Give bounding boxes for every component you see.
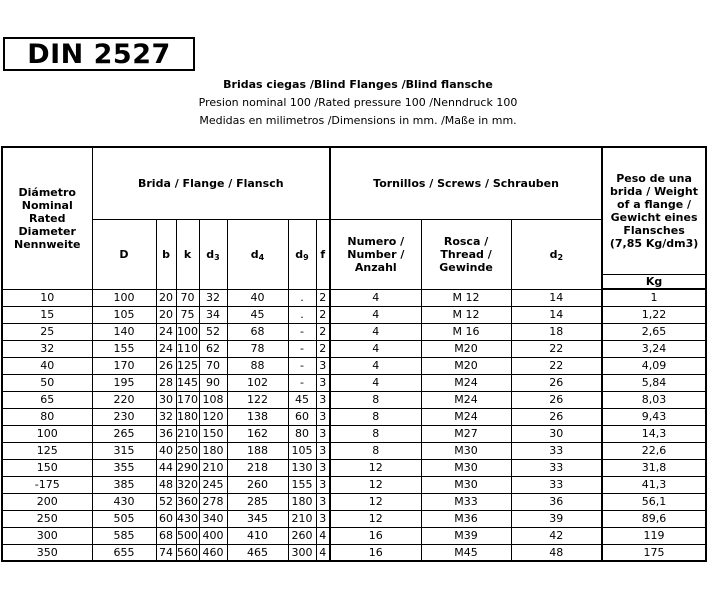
header-d2: $d_2$ (511, 219, 602, 289)
cell-nominal-diameter: 10 (2, 289, 92, 306)
cell-f: 3 (316, 357, 330, 374)
header-diameter: Diámetro Nominal Rated Diameter Nennweite (2, 147, 92, 289)
cell-bolt-number: 4 (330, 340, 421, 357)
table-row (2, 374, 706, 391)
cell-b: 26 (156, 357, 176, 374)
table-row (2, 510, 706, 527)
cell-d4: 285 (227, 493, 288, 510)
header-d3: $d_3$ (199, 219, 227, 289)
cell-k: 75 (176, 306, 199, 323)
cell-k: 290 (177, 461, 198, 474)
cell-d2: 26 (511, 374, 602, 391)
cell-k: 500 (177, 529, 198, 542)
cell-d9: 180 (288, 493, 316, 510)
header-flange: Brida / Flange / Flansch (92, 147, 330, 219)
cell-nominal-diameter: 80 (2, 408, 92, 425)
table-row (2, 544, 706, 561)
cell-d4: 465 (227, 544, 288, 561)
cell-f: 3 (316, 459, 330, 476)
cell-k: 145 (177, 376, 198, 389)
cell-bolt-number: 4 (330, 357, 421, 374)
cell-d9: . (288, 306, 316, 323)
cell-f: 3 (316, 493, 330, 510)
cell-D: 195 (92, 374, 156, 391)
cell-nominal-diameter: 40 (2, 357, 92, 374)
cell-d3: 278 (199, 493, 227, 510)
cell-nominal-diameter: 65 (2, 391, 92, 408)
cell-D: 315 (92, 442, 156, 459)
cell-thread: M30 (421, 442, 511, 459)
cell-d4: 345 (227, 510, 288, 527)
cell-thread: M20 (421, 340, 511, 357)
cell-d2: 33 (511, 476, 602, 493)
cell-nominal-diameter: 25 (2, 323, 92, 340)
cell-weight: 2,65 (602, 323, 706, 340)
cell-k: 180 (177, 410, 198, 423)
cell-f: 2 (316, 323, 330, 340)
table-row (2, 527, 706, 544)
cell-d2: 33 (511, 459, 602, 476)
table-row (2, 493, 706, 510)
cell-nominal-diameter: 300 (2, 527, 92, 544)
cell-k: 170 (177, 393, 198, 406)
cell-d3: 120 (199, 408, 227, 425)
cell-d4: 102 (227, 374, 288, 391)
cell-b: 20 (156, 306, 176, 323)
cell-nominal-diameter: 100 (2, 425, 92, 442)
cell-d4: 45 (227, 306, 288, 323)
cell-f: 2 (316, 306, 330, 323)
cell-bolt-number: 4 (330, 374, 421, 391)
table-row (2, 391, 706, 408)
cell-d3: 180 (199, 442, 227, 459)
table-row (2, 425, 706, 442)
cell-b: 24 (156, 340, 176, 357)
header-d9: $d_9$ (288, 219, 316, 289)
cell-thread: M39 (421, 527, 511, 544)
cell-b: 48 (156, 476, 176, 493)
cell-d3: 210 (199, 459, 227, 476)
cell-k: 250 (177, 444, 198, 457)
cell-d4: 40 (227, 289, 288, 306)
cell-d3: 34 (199, 306, 227, 323)
cell-D: 105 (92, 306, 156, 323)
cell-b: 68 (156, 527, 176, 544)
cell-nominal-diameter: 250 (2, 510, 92, 527)
cell-thread: M30 (421, 459, 511, 476)
cell-d4: 122 (227, 391, 288, 408)
cell-f: 3 (316, 442, 330, 459)
cell-thread: M 12 (421, 289, 511, 306)
cell-weight: 5,84 (602, 374, 706, 391)
header-d4: $d_4$ (227, 219, 288, 289)
cell-k: 125 (177, 359, 198, 372)
cell-thread: M 12 (421, 306, 511, 323)
cell-k: 210 (177, 427, 198, 440)
header-weight: Peso de una brida / Weight of a flange / Gewicht eines Flansches (7,85 Kg/dm3) (602, 147, 706, 274)
cell-weight: 119 (602, 527, 706, 544)
cell-weight: 22,6 (602, 442, 706, 459)
cell-d2: 22 (511, 340, 602, 357)
cell-weight: 89,6 (602, 510, 706, 527)
cell-f: 2 (316, 289, 330, 306)
cell-bolt-number: 16 (330, 544, 421, 561)
cell-d3: 340 (199, 510, 227, 527)
header-screws: Tornillos / Screws / Schrauben (330, 147, 602, 219)
cell-d4: 218 (227, 459, 288, 476)
page-title: DIN 2527 (3, 37, 195, 71)
cell-weight: 41,3 (602, 476, 706, 493)
table-row (2, 476, 706, 493)
cell-d9: 260 (288, 527, 316, 544)
cell-f: 3 (316, 374, 330, 391)
cell-bolt-number: 12 (330, 459, 421, 476)
subtitle-product: Bridas ciegas /Blind Flanges /Blind flansche (223, 78, 493, 91)
cell-D: 230 (92, 408, 156, 425)
cell-f: 3 (316, 408, 330, 425)
cell-thread: M30 (421, 476, 511, 493)
cell-d9: 300 (288, 544, 316, 561)
cell-D: 155 (92, 340, 156, 357)
cell-f: 3 (316, 391, 330, 408)
cell-d2: 39 (511, 510, 602, 527)
header-f: f (316, 219, 330, 289)
cell-d2: 30 (511, 425, 602, 442)
cell-thread: M36 (421, 510, 511, 527)
cell-D: 170 (92, 357, 156, 374)
cell-D: 265 (92, 425, 156, 442)
cell-D: 585 (92, 527, 156, 544)
cell-b: 36 (156, 425, 176, 442)
cell-d9: 130 (288, 459, 316, 476)
cell-nominal-diameter: 200 (2, 493, 92, 510)
table-row (2, 323, 706, 340)
cell-f: 4 (316, 527, 330, 544)
cell-f: 3 (316, 476, 330, 493)
cell-d3: 400 (199, 527, 227, 544)
cell-d9: - (288, 340, 316, 357)
cell-d3: 32 (199, 289, 227, 306)
table-row (2, 357, 706, 374)
cell-b: 40 (156, 442, 176, 459)
cell-weight: 9,43 (602, 408, 706, 425)
table-row (2, 340, 706, 357)
cell-d2: 36 (511, 493, 602, 510)
cell-nominal-diameter: 15 (2, 306, 92, 323)
cell-D: 430 (92, 493, 156, 510)
cell-thread: M45 (421, 544, 511, 561)
cell-d9: 105 (288, 442, 316, 459)
cell-nominal-diameter: -175 (2, 476, 92, 493)
cell-d3: 62 (199, 340, 227, 357)
subtitle-pressure: Presion nominal 100 /Rated pressure 100 /Nenndruck 100 (198, 96, 518, 109)
cell-weight: 175 (602, 544, 706, 561)
cell-d3: 70 (199, 357, 227, 374)
cell-k: 100 (177, 325, 198, 338)
cell-bolt-number: 4 (330, 306, 421, 323)
cell-weight: 56,1 (602, 493, 706, 510)
cell-f: 3 (316, 510, 330, 527)
table-row (2, 442, 706, 459)
cell-d4: 78 (227, 340, 288, 357)
cell-nominal-diameter: 350 (2, 544, 92, 561)
cell-D: 140 (92, 323, 156, 340)
cell-d4: 162 (227, 425, 288, 442)
cell-d9: . (288, 289, 316, 306)
cell-b: 30 (156, 391, 176, 408)
flange-dimensions-table (1, 146, 707, 562)
cell-weight: 14,3 (602, 425, 706, 442)
cell-f: 3 (316, 425, 330, 442)
cell-d4: 88 (227, 357, 288, 374)
cell-d2: 42 (511, 527, 602, 544)
cell-weight: 3,24 (602, 340, 706, 357)
cell-bolt-number: 16 (330, 527, 421, 544)
cell-nominal-diameter: 32 (2, 340, 92, 357)
cell-d4: 410 (227, 527, 288, 544)
cell-thread: M27 (421, 425, 511, 442)
cell-k: 560 (176, 544, 199, 561)
cell-bolt-number: 4 (330, 289, 421, 306)
cell-d3: 245 (199, 476, 227, 493)
cell-d2: 14 (511, 289, 602, 306)
cell-b: 52 (156, 493, 176, 510)
header-D: D (92, 219, 156, 289)
cell-k: 320 (177, 478, 198, 491)
cell-nominal-diameter: 50 (2, 374, 92, 391)
cell-weight: 31,8 (602, 459, 706, 476)
cell-k: 110 (177, 342, 198, 355)
cell-d4: 138 (227, 408, 288, 425)
cell-d9: - (288, 374, 316, 391)
cell-d2: 33 (511, 442, 602, 459)
cell-k: 360 (177, 495, 198, 508)
cell-thread: M20 (421, 357, 511, 374)
cell-D: 100 (92, 289, 156, 306)
table-row (2, 408, 706, 425)
header-weight-unit: Kg (602, 274, 706, 289)
cell-d9: 80 (288, 425, 316, 442)
header-number: Numero / Number / Anzahl (330, 219, 421, 289)
header-b: b (156, 219, 176, 289)
cell-d2: 22 (511, 357, 602, 374)
cell-thread: M24 (421, 391, 511, 408)
cell-d9: - (288, 357, 316, 374)
cell-b: 28 (156, 374, 176, 391)
cell-thread: M24 (421, 408, 511, 425)
cell-b: 44 (156, 459, 176, 476)
header-thread: Rosca / Thread / Gewinde (421, 219, 511, 289)
cell-d9: 155 (288, 476, 316, 493)
cell-b: 74 (156, 544, 176, 561)
cell-d9: 45 (288, 391, 316, 408)
table-row (2, 306, 706, 323)
cell-bolt-number: 8 (330, 442, 421, 459)
cell-b: 60 (156, 510, 176, 527)
table-row (2, 289, 706, 306)
cell-d9: - (288, 323, 316, 340)
cell-D: 655 (92, 544, 156, 561)
cell-bolt-number: 8 (330, 391, 421, 408)
cell-bolt-number: 8 (330, 408, 421, 425)
cell-D: 505 (92, 510, 156, 527)
cell-d4: 68 (227, 323, 288, 340)
cell-f: 2 (316, 340, 330, 357)
cell-b: 32 (156, 408, 176, 425)
cell-d2: 26 (511, 391, 602, 408)
cell-D: 385 (92, 476, 156, 493)
cell-d3: 460 (199, 544, 227, 561)
cell-k: 430 (177, 512, 198, 525)
cell-bolt-number: 12 (330, 476, 421, 493)
cell-d3: 52 (199, 323, 227, 340)
cell-b: 24 (156, 323, 176, 340)
cell-d3: 90 (199, 374, 227, 391)
table-row (2, 459, 706, 476)
cell-k: 70 (176, 289, 199, 306)
cell-b: 20 (156, 289, 176, 306)
cell-d3: 150 (199, 425, 227, 442)
cell-thread: M 16 (421, 323, 511, 340)
cell-bolt-number: 12 (330, 493, 421, 510)
cell-d3: 108 (199, 391, 227, 408)
cell-d2: 18 (511, 323, 602, 340)
cell-f: 4 (316, 544, 330, 561)
cell-d4: 260 (227, 476, 288, 493)
cell-d2: 26 (511, 408, 602, 425)
cell-d2: 48 (511, 544, 602, 561)
cell-D: 355 (92, 459, 156, 476)
cell-weight: 1,22 (602, 306, 706, 323)
cell-d9: 60 (288, 408, 316, 425)
cell-d4: 188 (227, 442, 288, 459)
header-k: k (176, 219, 199, 289)
cell-weight: 4,09 (602, 357, 706, 374)
cell-nominal-diameter: 125 (2, 442, 92, 459)
cell-bolt-number: 4 (330, 323, 421, 340)
cell-thread: M33 (421, 493, 511, 510)
cell-d9: 210 (288, 510, 316, 527)
cell-weight: 8,03 (602, 391, 706, 408)
cell-bolt-number: 12 (330, 510, 421, 527)
cell-weight: 1 (602, 289, 706, 306)
cell-nominal-diameter: 150 (2, 459, 92, 476)
subtitle-units: Medidas en milimetros /Dimensions in mm. /Maße in mm. (199, 114, 517, 127)
cell-d2: 14 (511, 306, 602, 323)
cell-D: 220 (92, 391, 156, 408)
cell-bolt-number: 8 (330, 425, 421, 442)
cell-thread: M24 (421, 374, 511, 391)
